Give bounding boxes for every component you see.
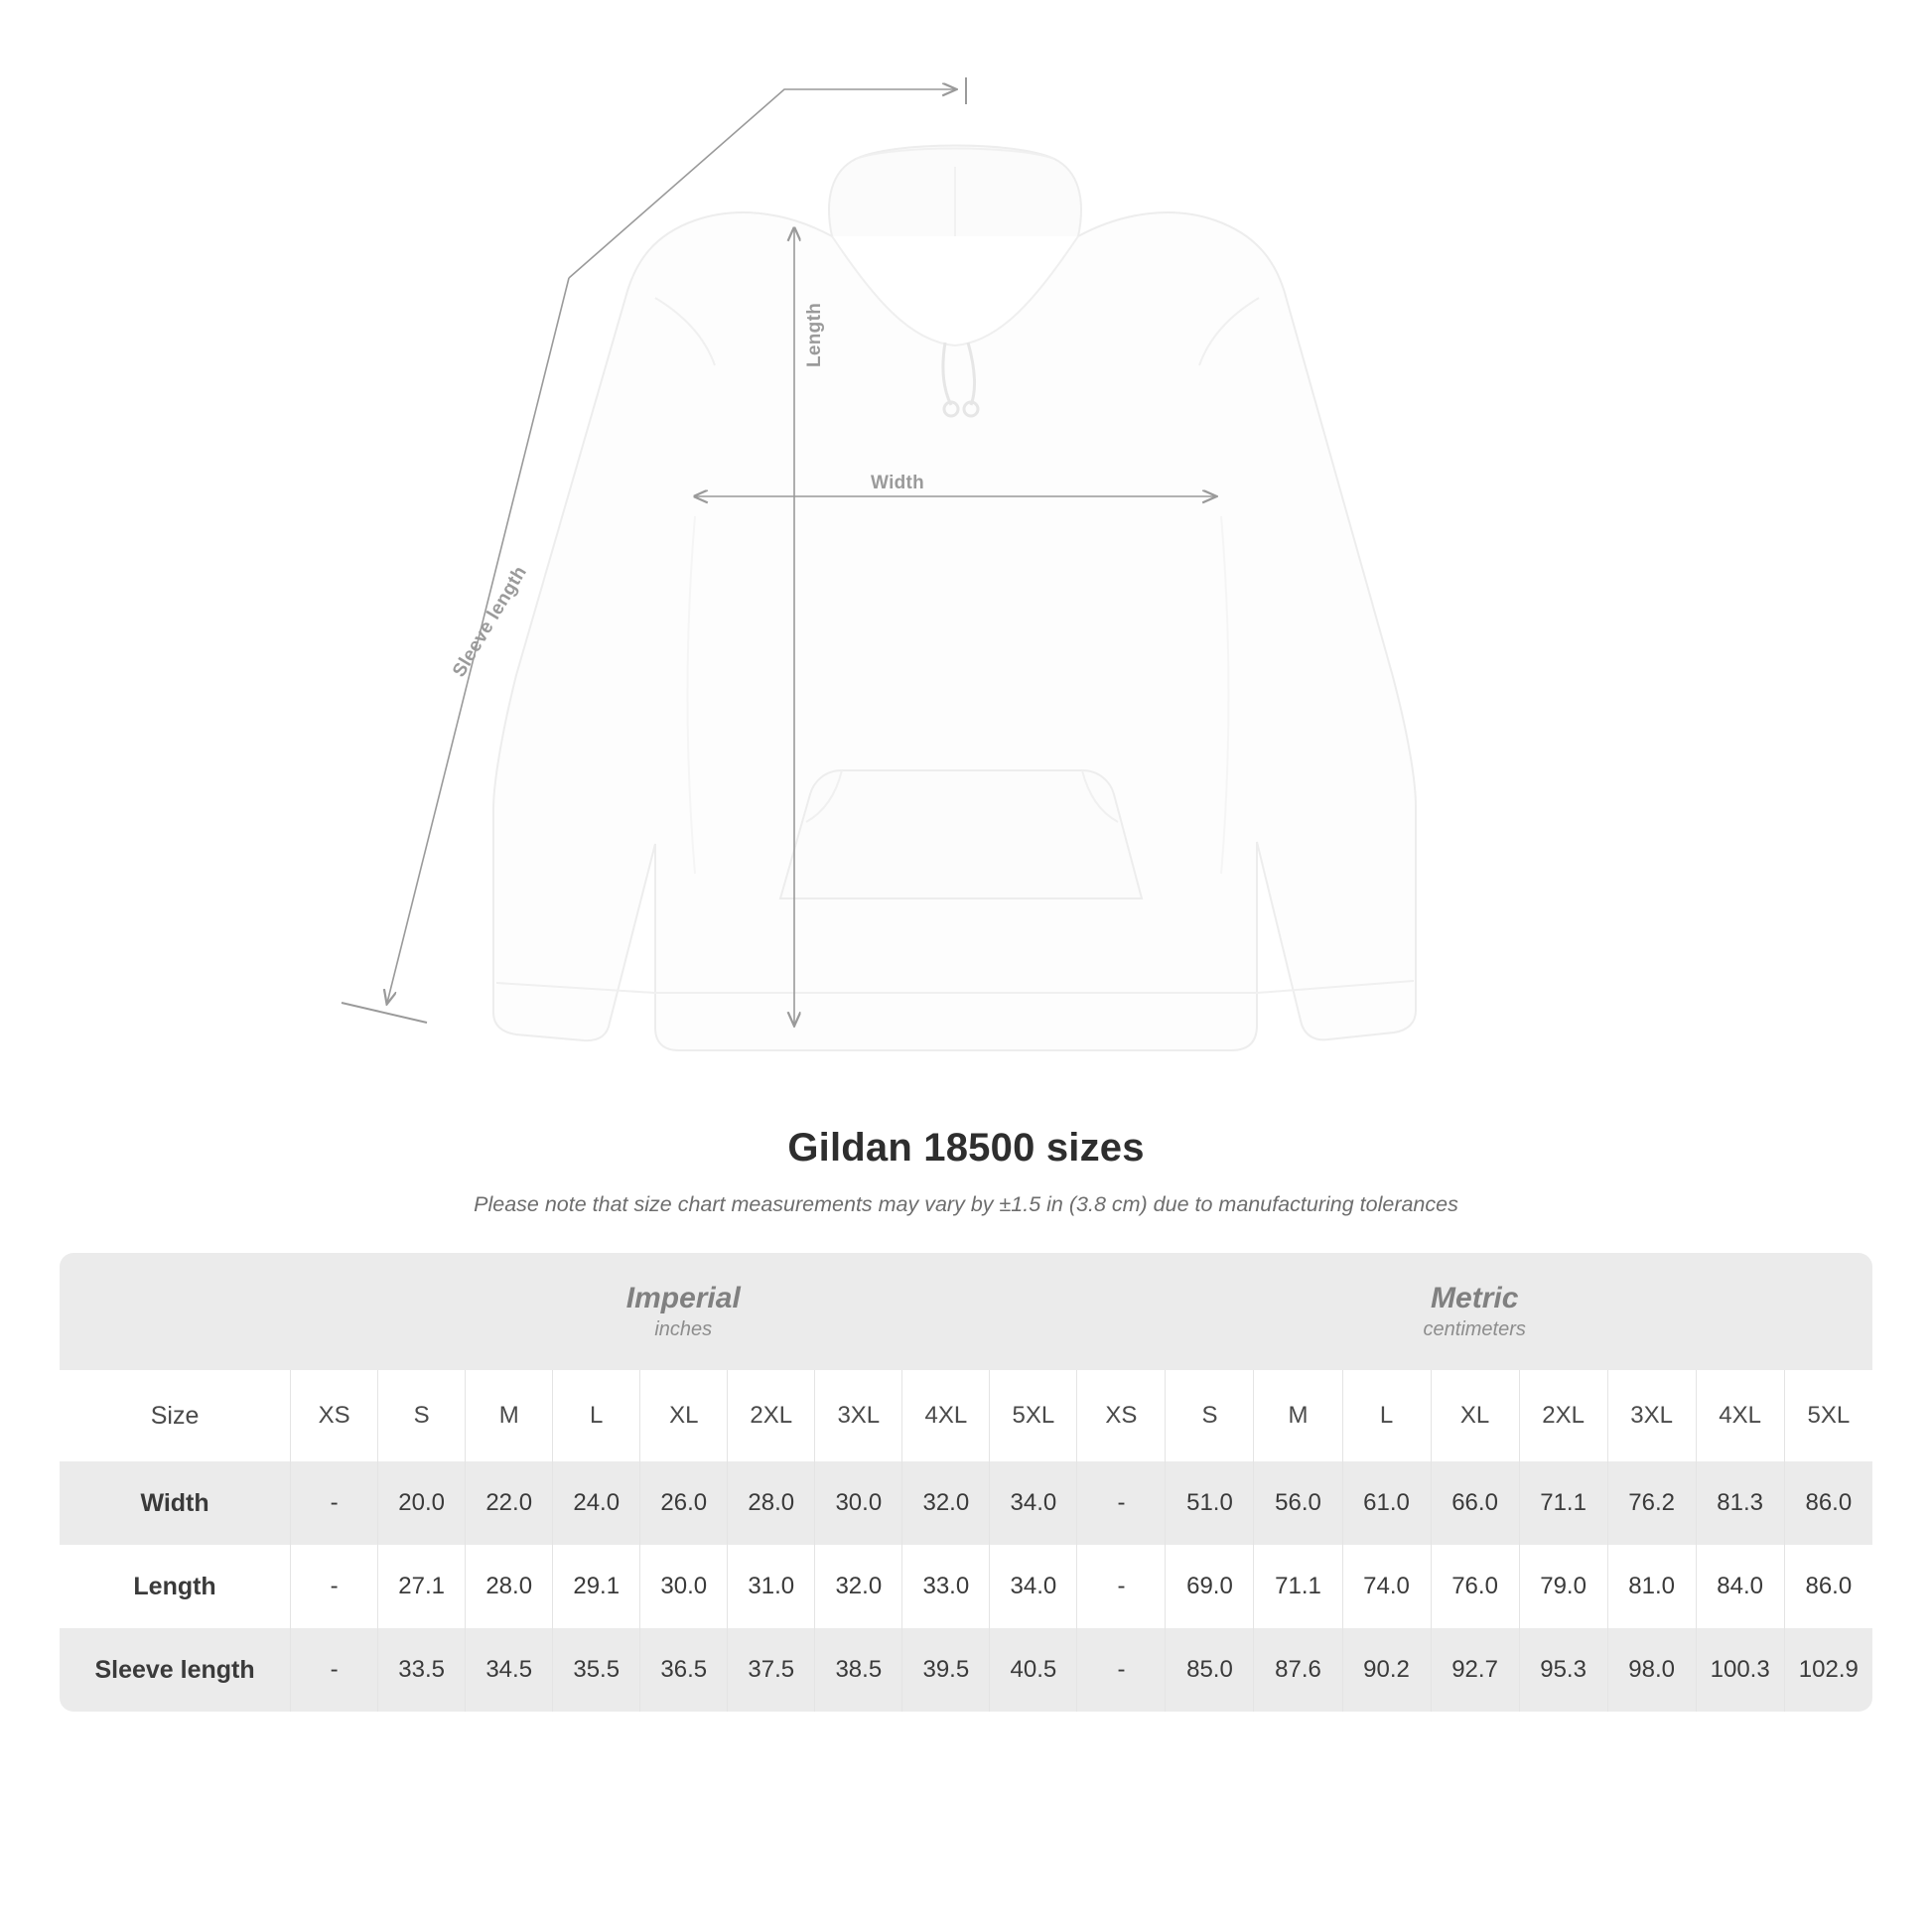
cell-width-imperial-3xl: 30.0	[814, 1461, 901, 1545]
cell-length-imperial-4xl: 33.0	[901, 1545, 989, 1628]
cell-width-metric-xl: 66.0	[1431, 1461, 1519, 1545]
size-header-metric-l: L	[1342, 1370, 1431, 1461]
cell-sleeve-imperial-xl: 36.5	[639, 1628, 727, 1712]
cell-length-metric-4xl: 84.0	[1696, 1545, 1784, 1628]
cell-length-imperial-xl: 30.0	[639, 1545, 727, 1628]
size-header-metric-4xl: 4XL	[1696, 1370, 1784, 1461]
cell-sleeve-imperial-s: 33.5	[377, 1628, 465, 1712]
cell-width-metric-5xl: 86.0	[1784, 1461, 1872, 1545]
cell-sleeve-metric-s: 85.0	[1165, 1628, 1253, 1712]
label-sleeve-length: Sleeve length	[449, 562, 532, 681]
size-header-metric-xl: XL	[1431, 1370, 1519, 1461]
row-label-width: Width	[60, 1461, 290, 1545]
cell-sleeve-imperial-2xl: 37.5	[727, 1628, 814, 1712]
cell-width-metric-l: 61.0	[1342, 1461, 1431, 1545]
size-header-imperial-xs: XS	[290, 1370, 377, 1461]
cell-width-imperial-2xl: 28.0	[727, 1461, 814, 1545]
cell-width-metric-m: 56.0	[1253, 1461, 1341, 1545]
cell-width-imperial-xl: 26.0	[639, 1461, 727, 1545]
size-header-metric-m: M	[1253, 1370, 1341, 1461]
unit-group-metric-name: Metric	[1431, 1281, 1519, 1314]
cell-sleeve-imperial-4xl: 39.5	[901, 1628, 989, 1712]
hoodie-shape	[493, 146, 1416, 1051]
cell-length-imperial-3xl: 32.0	[814, 1545, 901, 1628]
cell-width-imperial-5xl: 34.0	[989, 1461, 1076, 1545]
cell-length-metric-xs: -	[1076, 1545, 1165, 1628]
cell-length-imperial-2xl: 31.0	[727, 1545, 814, 1628]
cell-width-imperial-4xl: 32.0	[901, 1461, 989, 1545]
cell-sleeve-metric-5xl: 102.9	[1784, 1628, 1872, 1712]
size-header-metric-s: S	[1165, 1370, 1253, 1461]
unit-group-imperial	[290, 1253, 1076, 1370]
cell-length-imperial-m: 28.0	[465, 1545, 552, 1628]
size-header-label: Size	[60, 1370, 290, 1461]
size-table-wrap	[60, 1253, 1872, 1712]
cell-sleeve-metric-3xl: 98.0	[1607, 1628, 1696, 1712]
row-label-length: Length	[60, 1545, 290, 1628]
cell-sleeve-imperial-l: 35.5	[552, 1628, 639, 1712]
size-header-metric-2xl: 2XL	[1519, 1370, 1607, 1461]
unit-group-imperial-sub: inches	[654, 1318, 713, 1341]
unit-group-metric	[1076, 1253, 1872, 1370]
label-width: Width	[871, 473, 925, 493]
cell-length-imperial-s: 27.1	[377, 1545, 465, 1628]
unit-group-metric-sub: centimeters	[1423, 1318, 1526, 1341]
cell-length-metric-3xl: 81.0	[1607, 1545, 1696, 1628]
title-block	[0, 1126, 1932, 1217]
cell-length-metric-s: 69.0	[1165, 1545, 1253, 1628]
cell-width-metric-4xl: 81.3	[1696, 1461, 1784, 1545]
cell-sleeve-metric-xs: -	[1076, 1628, 1165, 1712]
size-header-metric-3xl: 3XL	[1607, 1370, 1696, 1461]
size-header-imperial-3xl: 3XL	[814, 1370, 901, 1461]
table-row	[60, 1461, 1872, 1545]
size-header-imperial-5xl: 5XL	[989, 1370, 1076, 1461]
cell-length-imperial-l: 29.1	[552, 1545, 639, 1628]
row-label-sleeve-length: Sleeve length	[60, 1628, 290, 1712]
size-header-metric-xs: XS	[1076, 1370, 1165, 1461]
cell-sleeve-metric-m: 87.6	[1253, 1628, 1341, 1712]
size-header-imperial-m: M	[465, 1370, 552, 1461]
cell-width-imperial-xs: -	[290, 1461, 377, 1545]
cell-length-metric-2xl: 79.0	[1519, 1545, 1607, 1628]
cell-sleeve-imperial-5xl: 40.5	[989, 1628, 1076, 1712]
cell-length-metric-m: 71.1	[1253, 1545, 1341, 1628]
cell-sleeve-metric-xl: 92.7	[1431, 1628, 1519, 1712]
unit-header-row	[60, 1253, 1872, 1370]
table-row	[60, 1628, 1872, 1712]
cell-width-metric-3xl: 76.2	[1607, 1461, 1696, 1545]
size-header-row	[60, 1370, 1872, 1461]
unit-group-imperial-name: Imperial	[625, 1281, 741, 1314]
table-row	[60, 1545, 1872, 1628]
cell-sleeve-imperial-xs: -	[290, 1628, 377, 1712]
label-length: Length	[804, 302, 825, 367]
cell-length-metric-l: 74.0	[1342, 1545, 1431, 1628]
cell-width-metric-2xl: 71.1	[1519, 1461, 1607, 1545]
cell-length-metric-5xl: 86.0	[1784, 1545, 1872, 1628]
tolerance-note: Please note that size chart measurements may vary by ±1.5 in (3.8 cm) due to manufacturing tolerances	[474, 1192, 1458, 1216]
cell-sleeve-metric-2xl: 95.3	[1519, 1628, 1607, 1712]
cell-length-metric-xl: 76.0	[1431, 1545, 1519, 1628]
size-table	[60, 1253, 1872, 1712]
cell-width-imperial-l: 24.0	[552, 1461, 639, 1545]
cell-sleeve-metric-l: 90.2	[1342, 1628, 1431, 1712]
cell-length-imperial-5xl: 34.0	[989, 1545, 1076, 1628]
size-header-imperial-xl: XL	[639, 1370, 727, 1461]
size-header-imperial-4xl: 4XL	[901, 1370, 989, 1461]
page-title: Gildan 18500 sizes	[787, 1126, 1145, 1170]
cell-width-imperial-s: 20.0	[377, 1461, 465, 1545]
cell-width-metric-s: 51.0	[1165, 1461, 1253, 1545]
cell-width-imperial-m: 22.0	[465, 1461, 552, 1545]
size-header-imperial-l: L	[552, 1370, 639, 1461]
cell-sleeve-imperial-m: 34.5	[465, 1628, 552, 1712]
size-header-imperial-2xl: 2XL	[727, 1370, 814, 1461]
cell-sleeve-metric-4xl: 100.3	[1696, 1628, 1784, 1712]
cell-sleeve-imperial-3xl: 38.5	[814, 1628, 901, 1712]
cell-length-imperial-xs: -	[290, 1545, 377, 1628]
cell-width-metric-xs: -	[1076, 1461, 1165, 1545]
size-header-imperial-s: S	[377, 1370, 465, 1461]
unit-corner-cell	[60, 1253, 290, 1370]
size-header-metric-5xl: 5XL	[1784, 1370, 1872, 1461]
